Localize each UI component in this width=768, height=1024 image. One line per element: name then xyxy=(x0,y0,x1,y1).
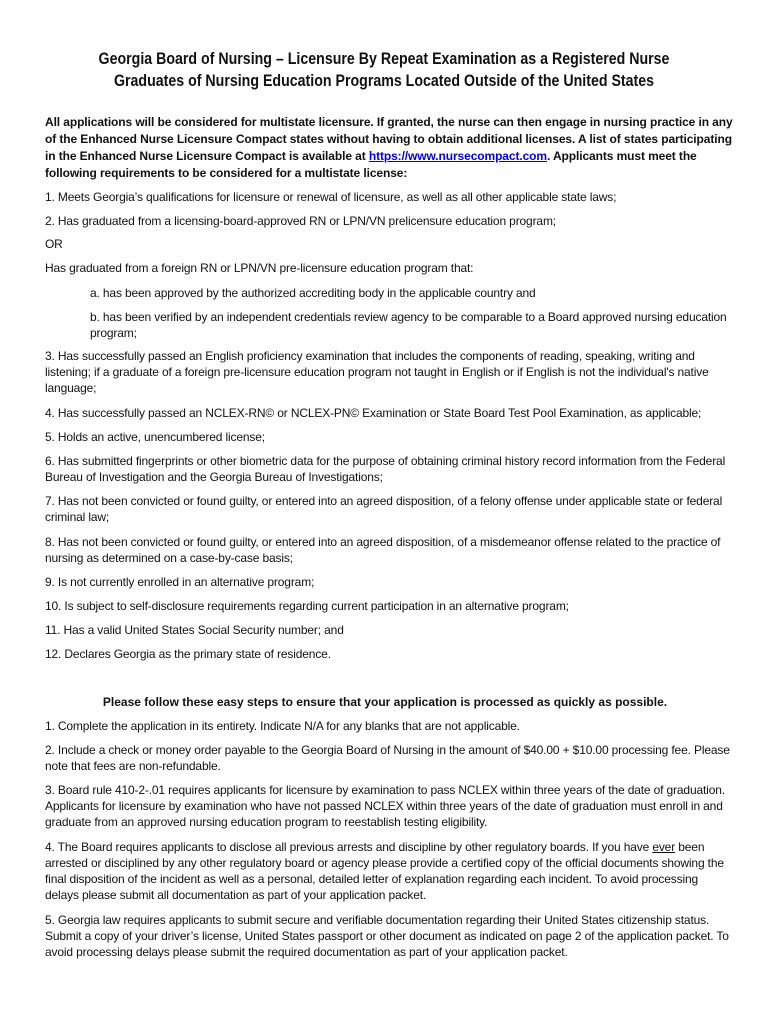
requirement-2: 2. Has graduated from a licensing-board-approved RN or LPN/VN prelicensure education program; xyxy=(45,214,556,228)
intro-text-before-link: All applications will be considered for multistate licensure. If granted, the nurse can then engage in nursing practice in any of the Enhanced Nurse Licensure Compact states without having to obtain additional licenses. A list of states participating in the Enhanced Nurse Licensure Compact is available at xyxy=(45,115,733,163)
step-2: 2. Include a check or money order payable to the Georgia Board of Nursing in the amount of $40.00 + $10.00 processing fee. Please note that fees are non-refundable. xyxy=(45,743,730,773)
multistate-intro-paragraph xyxy=(45,114,735,182)
intro-text-after-link: . Applicants must meet the following requirements to be considered for a multistate license: xyxy=(45,149,697,180)
requirement-10: 10. Is subject to self-disclosure requirements regarding current participation in an alternative program; xyxy=(45,599,569,613)
step-4-text-after: been arrested or disciplined by any other regulatory board or agency please provide a certified copy of the official documents showing the final disposition of the incident as well as a personal, detailed letter of explanation regarding each incident. To avoid processing delays please submit all documentation as part of your application packet. xyxy=(45,840,724,902)
step-4 xyxy=(45,839,735,903)
requirement-4: 4. Has successfully passed an NCLEX-RN© or NCLEX-PN© Examination or State Board Test Pool Examination, as applicable; xyxy=(45,406,702,420)
requirement-6: 6. Has submitted fingerprints or other biometric data for the purpose of obtaining criminal history record information from the Federal Bureau of Investigation and the Georgia Bureau of Investigations; xyxy=(45,454,726,484)
foreign-sub-item-a: a. has been approved by the authorized accrediting body in the applicable country and xyxy=(90,286,536,300)
requirement-12: 12. Declares Georgia as the primary state of residence. xyxy=(45,647,331,661)
document-title-line-1: Georgia Board of Nursing – Licensure By Repeat Examination as a Registered Nurse xyxy=(98,50,670,68)
step-4-text-before: 4. The Board requires applicants to disclose all previous arrests and discipline by other regulatory boards. If you have xyxy=(45,840,653,854)
requirement-8: 8. Has not been convicted or found guilty, or entered into an agreed disposition, of a misdemeanor offense related to the practice of nursing as determined on a case-by-case basis; xyxy=(45,535,721,565)
document-title-line-2: Graduates of Nursing Education Programs Located Outside of the United States xyxy=(113,72,655,90)
step-5: 5. Georgia law requires applicants to submit secure and verifiable documentation regarding their United States citizenship status. Submit a copy of your driver’s license, United States passport or other document as indicated on page 2 of the application packet. To avoid processing delays please submit the required documentation as part of your application packet. xyxy=(45,913,729,959)
foreign-sub-item-b: b. has been verified by an independent credentials review agency to be comparable to a Board approved nursing education program; xyxy=(90,310,727,340)
requirement-9: 9. Is not currently enrolled in an alternative program; xyxy=(45,575,315,589)
nursecompact-link[interactable]: https://www.nursecompact.com xyxy=(368,149,547,163)
foreign-program-requirement: Has graduated from a foreign RN or LPN/VN pre-licensure education program that: xyxy=(45,261,474,275)
requirement-11: 11. Has a valid United States Social Security number; and xyxy=(45,623,344,637)
requirement-3: 3. Has successfully passed an English proficiency examination that includes the components of reading, speaking, writing and listening; if a graduate of a foreign pre-licensure education program not taught in English or if English is not the individual's native language; xyxy=(45,349,709,395)
requirement-1: 1. Meets Georgia’s qualifications for licensure or renewal of licensure, as well as all other applicable state laws; xyxy=(45,190,617,204)
step-4-emphasis: ever xyxy=(652,840,676,854)
step-3: 3. Board rule 410-2-.01 requires applicants for licensure by examination to pass NCLEX within three years of the date of graduation. Applicants for licensure by examination who have not passed NCLEX within three years of the date of graduation must enroll in and graduate from an approved nursing education program to reestablish testing eligibility. xyxy=(45,783,725,829)
step-1: 1. Complete the application in its entirety. Indicate N/A for any blanks that are not applicable. xyxy=(45,719,520,733)
requirement-5: 5. Holds an active, unencumbered license; xyxy=(45,430,265,444)
requirement-7: 7. Has not been convicted or found guilty, or entered into an agreed disposition, of a felony offense under applicable state or federal criminal law; xyxy=(45,494,723,524)
or-separator: OR xyxy=(45,237,63,251)
steps-heading: Please follow these easy steps to ensure that your application is processed as quickly as possible. xyxy=(102,695,668,709)
